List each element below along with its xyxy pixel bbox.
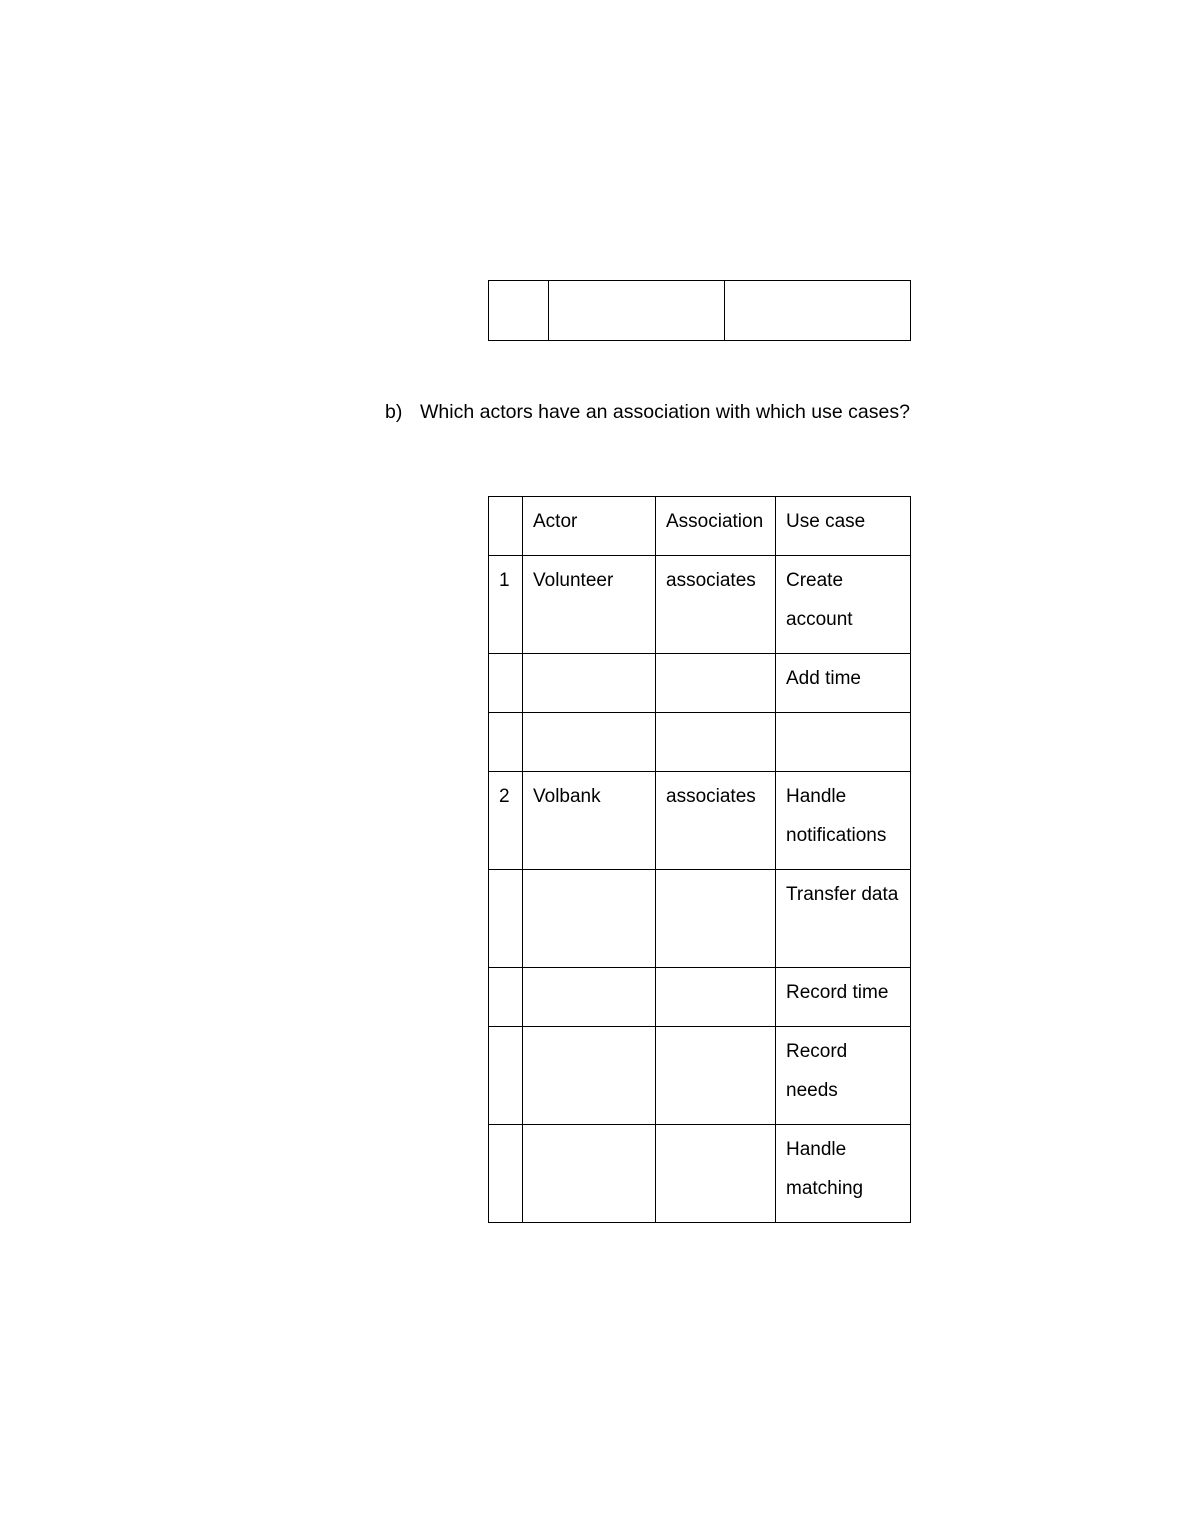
association-cell: associates [656,772,776,870]
row-number-cell: 1 [489,556,523,654]
question-label: b) [385,401,403,423]
association-cell [656,654,776,713]
use-case-cell: Handle notifications [776,772,911,870]
question-text: Which actors have an association with which use cases? [420,401,910,423]
header-cell-actor: Actor [523,497,656,556]
actor-cell [523,968,656,1027]
association-cell [656,870,776,968]
top-table-cell [725,281,911,341]
actor-cell [523,654,656,713]
header-cell-use-case: Use case [776,497,911,556]
top-table-cell [549,281,725,341]
row-number-cell [489,1027,523,1125]
use-case-cell: Record needs [776,1027,911,1125]
table-row [489,654,911,713]
top-table-cell [489,281,549,341]
actor-cell: Volbank [523,772,656,870]
table-row [489,1125,911,1223]
use-case-cell: Create account [776,556,911,654]
use-case-cell: Handle matching [776,1125,911,1223]
row-number-cell [489,654,523,713]
association-cell [656,968,776,1027]
association-cell [656,713,776,772]
table-row [489,1027,911,1125]
row-number-cell [489,713,523,772]
association-table [488,496,911,1223]
use-case-cell [776,713,911,772]
actor-cell: Volunteer [523,556,656,654]
header-cell-association: Association [656,497,776,556]
association-cell: associates [656,556,776,654]
table-row [489,772,911,870]
actor-cell [523,1027,656,1125]
table-row [489,968,911,1027]
association-cell [656,1027,776,1125]
table-row [489,713,911,772]
use-case-cell: Transfer data [776,870,911,968]
question-b [385,398,910,426]
row-number-cell [489,1125,523,1223]
top-table-row [489,281,911,341]
row-number-cell [489,870,523,968]
actor-cell [523,870,656,968]
top-table [488,280,911,341]
actor-cell [523,1125,656,1223]
actor-cell [523,713,656,772]
row-number-cell: 2 [489,772,523,870]
table-header-row [489,497,911,556]
use-case-cell: Record time [776,968,911,1027]
association-cell [656,1125,776,1223]
table-row [489,556,911,654]
use-case-cell: Add time [776,654,911,713]
header-cell-number [489,497,523,556]
table-row [489,870,911,968]
row-number-cell [489,968,523,1027]
